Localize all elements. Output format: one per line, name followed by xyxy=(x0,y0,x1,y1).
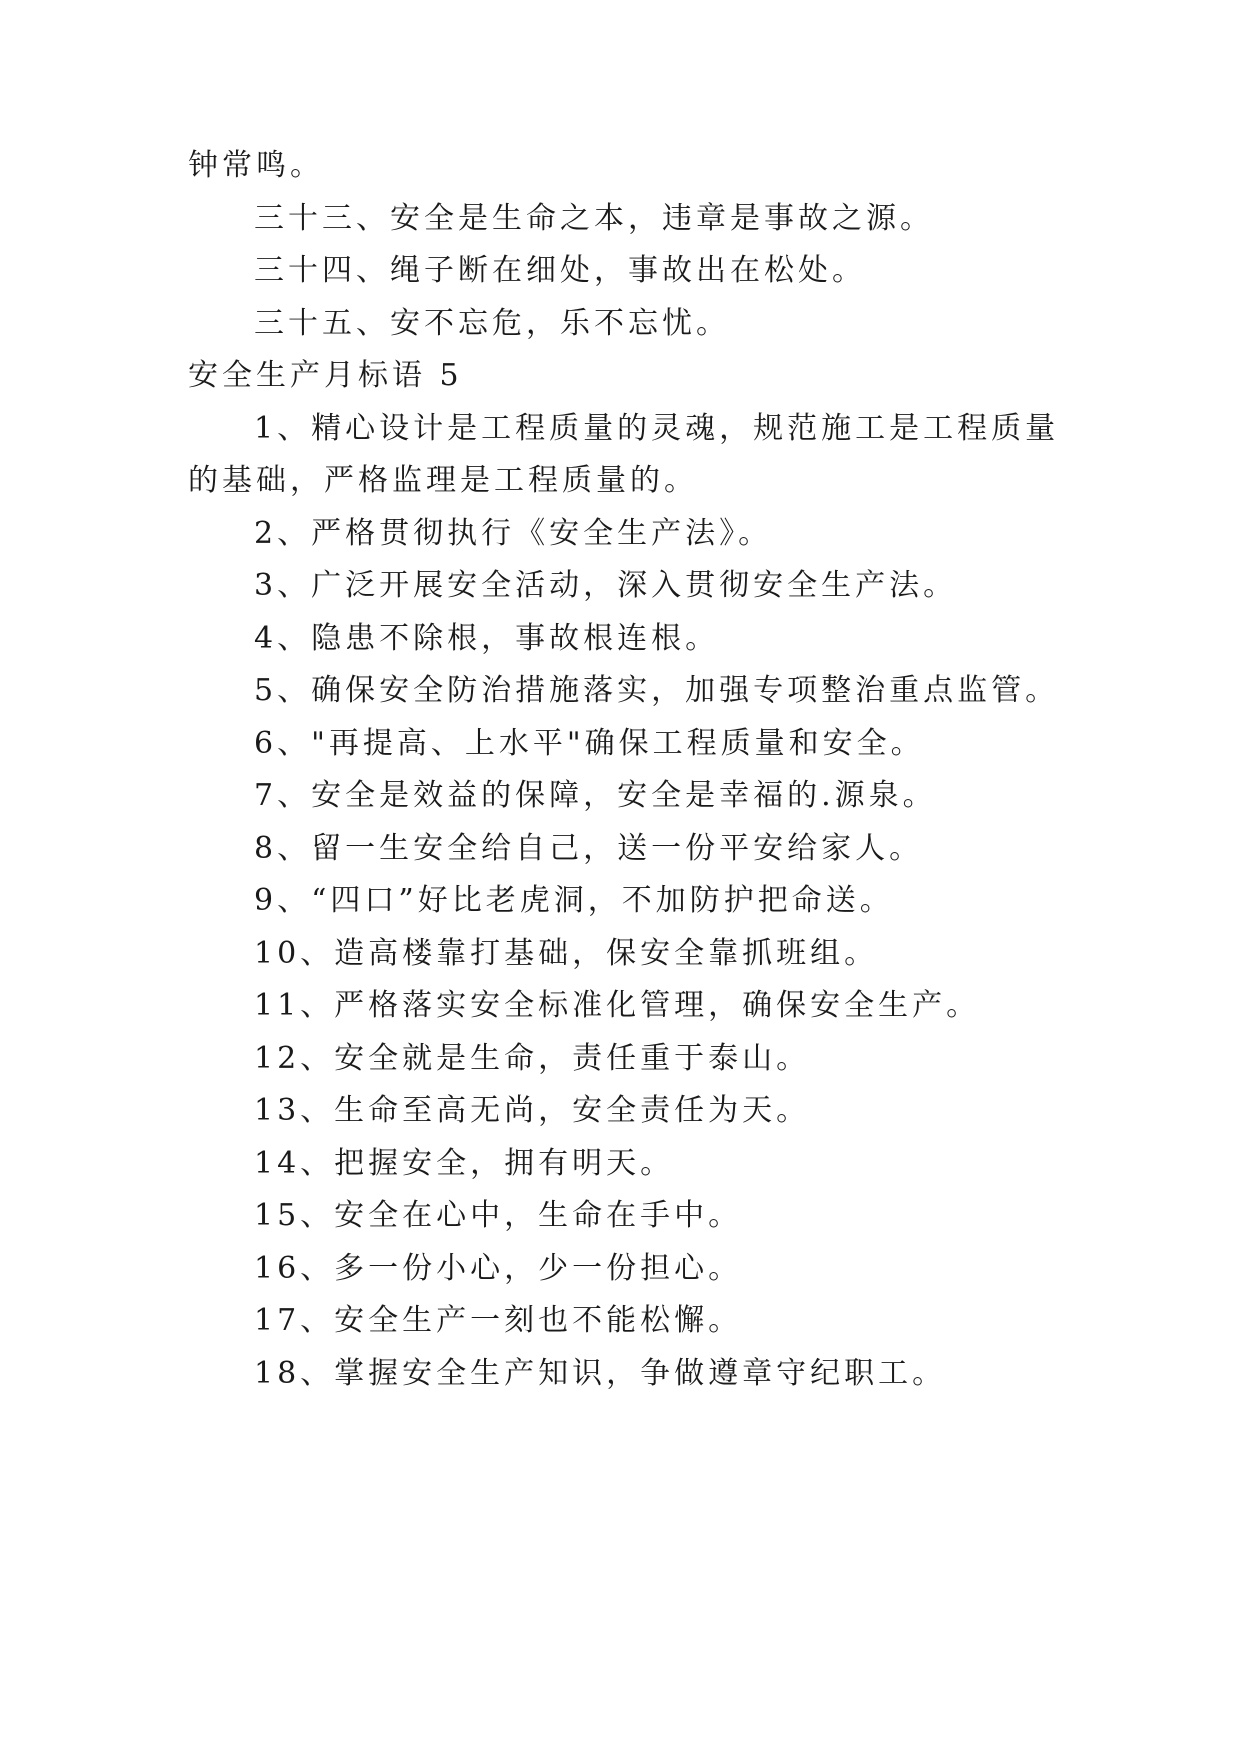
text-line: 12、安全就是生命，责任重于泰山。 xyxy=(254,1041,811,1076)
text-line: 18、掌握安全生产知识，争做遵章守纪职工。 xyxy=(254,1356,947,1391)
text-line: 9、“四口”好比老虎洞，不加防护把命送。 xyxy=(254,883,894,918)
text-line: 2、严格贯彻执行《安全生产法》。 xyxy=(254,516,773,551)
section-heading: 安全生产月标语 5 xyxy=(188,358,463,393)
text-line: 4、隐患不除根，事故根连根。 xyxy=(254,621,720,656)
text-line: 15、安全在心中，生命在手中。 xyxy=(254,1198,743,1233)
text-line: 三十三、安全是生命之本，违章是事故之源。 xyxy=(254,201,934,236)
text-line: 11、严格落实安全标准化管理，确保安全生产。 xyxy=(254,988,981,1023)
text-line: 5、确保安全防治措施落实，加强专项整治重点监管。 xyxy=(254,673,1060,708)
text-line: 三十四、绳子断在细处，事故出在松处。 xyxy=(254,253,866,288)
text-line: 16、多一份小心，少一份担心。 xyxy=(254,1251,743,1286)
text-line: 钟常鸣。 xyxy=(188,148,324,183)
text-line: 17、安全生产一刻也不能松懈。 xyxy=(254,1303,743,1338)
text-line: 8、留一生安全给自己，送一份平安给家人。 xyxy=(254,831,924,866)
text-line: 13、生命至高无尚，安全责任为天。 xyxy=(254,1093,811,1128)
text-line: 3、广泛开展安全活动，深入贯彻安全生产法。 xyxy=(254,568,958,603)
text-line: 10、造高楼靠打基础，保安全靠抓班组。 xyxy=(254,936,879,971)
text-line: 的基础，严格监理是工程质量的。 xyxy=(188,463,698,498)
text-line: 三十五、安不忘危，乐不忘忧。 xyxy=(254,306,730,341)
text-line: 7、安全是效益的保障，安全是幸福的.源泉。 xyxy=(254,778,937,813)
text-line: 1、精心设计是工程质量的灵魂，规范施工是工程质量 xyxy=(254,411,1060,446)
text-line: 14、把握安全，拥有明天。 xyxy=(254,1146,675,1181)
text-line: 6、"再提高、上水平"确保工程质量和安全。 xyxy=(254,726,925,761)
